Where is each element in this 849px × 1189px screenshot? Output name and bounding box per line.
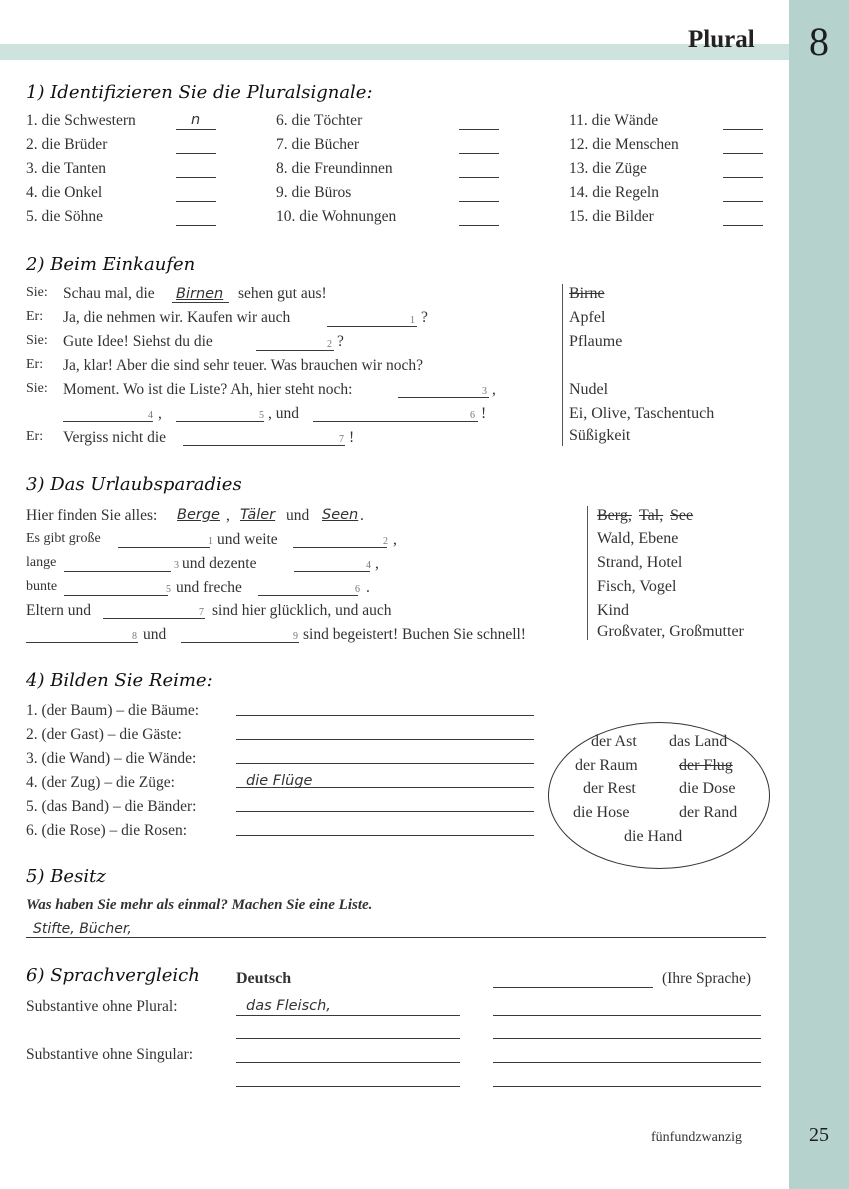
s1-item-1: 1. die Schwestern [26, 112, 136, 129]
s2-answer-birnen: Birnen [176, 286, 224, 302]
s5-answer: Stifte, Bücher, [33, 921, 132, 937]
s3-num-3: 3 [174, 560, 179, 571]
s3-box-crossed-0: Berg, [597, 507, 632, 524]
s3-line2-mid: und weite [217, 531, 278, 548]
s2-blank-5[interactable] [176, 421, 264, 422]
s4-answer-line-2[interactable] [236, 739, 534, 740]
s1-item-4: 4. die Onkel [26, 184, 103, 201]
s2-line3-end: ? [337, 333, 344, 350]
s3-line6-und: und [143, 626, 167, 643]
s3-answer-berge: Berge [177, 507, 220, 523]
s2-box-word-5: Süßigkeit [569, 427, 631, 444]
s1-blank-8[interactable] [459, 177, 499, 178]
s1-item-10: 10. die Wohnungen [276, 208, 397, 225]
s1-item-2: 2. die Brüder [26, 136, 108, 153]
s1-blank-1[interactable] [176, 129, 216, 130]
s6-row-no-plural: Substantive ohne Plural: [26, 998, 178, 1015]
s5-heading: 5) Besitz [26, 866, 106, 887]
s5-answer-line[interactable] [26, 937, 766, 938]
s1-blank-9[interactable] [459, 201, 499, 202]
s3-box-word-4: Großvater, Großmutter [597, 623, 744, 640]
s4-answer-fluege: die Flüge [246, 773, 313, 789]
s3-num-9: 9 [293, 631, 298, 642]
footer-word: fünfundzwanzig [651, 1130, 742, 1145]
oval-word-5: die Dose [679, 780, 736, 797]
s2-num-1: 1 [410, 315, 415, 326]
oval-word-1: das Land [669, 733, 728, 750]
s1-blank-5[interactable] [176, 225, 216, 226]
oval-word-4: der Rest [583, 780, 636, 797]
s4-answer-line-5[interactable] [236, 811, 534, 812]
chapter-number: 8 [809, 19, 829, 64]
s3-blank-9[interactable] [181, 642, 299, 643]
s4-item-6: 6. (die Rose) – die Rosen: [26, 822, 188, 839]
s1-blank-3[interactable] [176, 177, 216, 178]
s6-de-line-1[interactable] [236, 1015, 460, 1016]
s1-item-8: 8. die Freundinnen [276, 160, 393, 177]
s4-item-3: 3. (die Wand) – die Wände: [26, 750, 197, 767]
s3-num-6: 6 [355, 584, 360, 595]
s3-blank-3[interactable] [64, 571, 171, 572]
s3-box-word-3: Kind [597, 602, 629, 619]
s3-heading: 3) Das Urlaubsparadies [26, 474, 242, 495]
s3-line1-comma: , [226, 507, 230, 524]
s3-line4-text: bunte [26, 579, 58, 594]
s6-own-line-1[interactable] [493, 1015, 761, 1016]
s2-line5-end: , [492, 381, 496, 398]
s3-blank-1[interactable] [118, 547, 210, 548]
s2-box-word-3: Nudel [569, 381, 609, 398]
s2-blank-6[interactable] [313, 421, 478, 422]
oval-word-8: die Hand [624, 828, 683, 845]
s3-num-4: 4 [366, 560, 371, 571]
s2-line1-text: Schau mal, die [63, 285, 155, 302]
s1-blank-15[interactable] [723, 225, 763, 226]
s1-item-14: 14. die Regeln [569, 184, 659, 201]
s1-item-3: 3. die Tanten [26, 160, 106, 177]
s1-item-12: 12. die Menschen [569, 136, 679, 153]
s4-answer-line-3[interactable] [236, 763, 534, 764]
s6-de-line-3[interactable] [236, 1062, 460, 1063]
s4-item-1: 1. (der Baum) – die Bäume: [26, 702, 200, 719]
s1-answer-1: n [191, 112, 201, 128]
s3-blank-8[interactable] [26, 642, 138, 643]
s2-num-3: 3 [482, 386, 487, 397]
s2-line1-end: sehen gut aus! [238, 285, 327, 302]
s2-blank-3[interactable] [398, 397, 489, 398]
s3-box-crossed-1: Tal, [639, 507, 664, 524]
s3-line6-end: sind begeistert! Buchen Sie schnell! [303, 626, 526, 643]
s3-blank-5[interactable] [64, 595, 168, 596]
s2-line3-text: Gute Idee! Siehst du die [63, 333, 213, 350]
s2-num-5: 5 [259, 410, 264, 421]
s1-item-15: 15. die Bilder [569, 208, 654, 225]
s2-speaker-5: Sie: [26, 381, 48, 396]
s3-num-2: 2 [383, 536, 388, 547]
s3-num-7: 7 [199, 607, 204, 618]
s1-item-13: 13. die Züge [569, 160, 647, 177]
s2-speaker-1: Sie: [26, 285, 48, 300]
s2-line7-text: Vergiss nicht die [63, 429, 167, 446]
s2-blank-1[interactable] [327, 326, 417, 327]
s2-line6-end: ! [481, 405, 487, 422]
oval-word-0: der Ast [591, 733, 637, 750]
s6-de-line-4[interactable] [236, 1086, 460, 1087]
s5-instruction: Was haben Sie mehr als einmal? Machen Sie eine Liste. [26, 897, 373, 913]
s3-box-divider [587, 506, 588, 640]
s1-heading: 1) Identifizieren Sie die Pluralsignale: [26, 82, 373, 103]
s1-item-5: 5. die Söhne [26, 208, 104, 225]
s3-blank-7[interactable] [103, 618, 205, 619]
s3-box-word-1: Strand, Hotel [597, 554, 683, 571]
s4-answer-line-1[interactable] [236, 715, 534, 716]
s1-item-7: 7. die Bücher [276, 136, 360, 153]
s1-blank-7[interactable] [459, 153, 499, 154]
s3-line5-text: Eltern und [26, 602, 91, 619]
s1-blank-4[interactable] [176, 201, 216, 202]
s2-blank-4[interactable] [63, 421, 153, 422]
s6-de-line-2[interactable] [236, 1038, 460, 1039]
s3-line3-end: , [375, 555, 379, 572]
s3-line2-text: Es gibt große [26, 531, 101, 546]
s4-item-5: 5. (das Band) – die Bänder: [26, 798, 197, 815]
s2-num-4: 4 [148, 410, 153, 421]
s6-own-line-3[interactable] [493, 1062, 761, 1063]
s3-blank-2[interactable] [293, 547, 387, 548]
s6-row-no-singular: Substantive ohne Singular: [26, 1046, 194, 1063]
s1-blank-6[interactable] [459, 129, 499, 130]
s3-line3-text: lange [26, 555, 57, 570]
s1-blank-2[interactable] [176, 153, 216, 154]
page-number: 25 [809, 1124, 829, 1146]
s6-own-line-4[interactable] [493, 1086, 761, 1087]
s3-box-word-0: Wald, Ebene [597, 530, 679, 547]
page-title: Plural [688, 26, 755, 53]
s3-line3-mid: und dezente [182, 555, 257, 572]
s2-line2-end: ? [421, 309, 428, 326]
s4-answer-line-6[interactable] [236, 835, 534, 836]
s1-blank-12[interactable] [723, 153, 763, 154]
s6-answer-fleisch: das Fleisch, [246, 998, 331, 1014]
s1-blank-11[interactable] [723, 129, 763, 130]
s2-speaker-3: Sie: [26, 333, 48, 348]
s3-answer-taeler: Täler [240, 507, 276, 523]
s2-line5-text: Moment. Wo ist die Liste? Ah, hier steht noch: [63, 381, 353, 398]
s3-num-5: 5 [166, 584, 171, 595]
s3-answer-seen: Seen [322, 507, 359, 523]
s2-num-7: 7 [339, 434, 344, 445]
s6-own-line-2[interactable] [493, 1038, 761, 1039]
s3-line2-end: , [393, 531, 397, 548]
s6-col-own-language: (Ihre Sprache) [662, 970, 752, 987]
s2-heading: 2) Beim Einkaufen [26, 254, 196, 275]
s2-speaker-6: Er: [26, 429, 44, 444]
s3-line4-end: . [366, 579, 370, 596]
s2-blank-0 [172, 302, 229, 303]
s2-speaker-2: Er: [26, 309, 44, 324]
s2-box-divider [562, 284, 563, 446]
s2-speaker-4: Er: [26, 357, 44, 372]
oval-word-7: der Rand [679, 804, 738, 821]
s3-num-8: 8 [132, 631, 137, 642]
s3-box-word-2: Fisch, Vogel [597, 578, 677, 595]
s1-blank-10[interactable] [459, 225, 499, 226]
s2-line6-comma: , [158, 405, 162, 422]
s6-col-deutsch: Deutsch [236, 970, 292, 987]
s2-box-word-0: Birne [569, 285, 605, 302]
s3-line1-text: Hier finden Sie alles: [26, 507, 158, 524]
oval-word-3: der Flug [679, 757, 733, 774]
s3-line5-end: sind hier glücklich, und auch [212, 602, 392, 619]
s1-item-9: 9. die Büros [276, 184, 352, 201]
s6-language-blank[interactable] [493, 987, 653, 988]
rhyme-word-oval [548, 722, 770, 869]
s2-line6-und: , und [268, 405, 299, 422]
s3-line1-und: und [286, 507, 310, 524]
header-band [0, 44, 789, 60]
s2-num-2: 2 [327, 339, 332, 350]
s3-line4-mid: und freche [176, 579, 242, 596]
s1-blank-13[interactable] [723, 177, 763, 178]
s3-blank-6[interactable] [258, 595, 358, 596]
s1-item-6: 6. die Töchter [276, 112, 363, 129]
s2-box-word-4: Ei, Olive, Taschentuch [569, 405, 715, 422]
s2-line2-text: Ja, die nehmen wir. Kaufen wir auch [63, 309, 291, 326]
oval-word-6: die Hose [573, 804, 630, 821]
s3-num-1: 1 [208, 536, 213, 547]
s2-line7-end: ! [349, 429, 355, 446]
s2-box-word-1: Apfel [569, 309, 606, 326]
s1-blank-14[interactable] [723, 201, 763, 202]
s4-item-2: 2. (der Gast) – die Gäste: [26, 726, 182, 743]
s6-heading: 6) Sprachvergleich [26, 965, 200, 986]
s3-blank-4[interactable] [294, 571, 370, 572]
s1-item-11: 11. die Wände [569, 112, 659, 129]
s3-box-crossed-2: See [670, 507, 694, 524]
s2-num-6: 6 [470, 410, 475, 421]
s2-blank-7[interactable] [183, 445, 345, 446]
s2-box-word-2: Pflaume [569, 333, 623, 350]
s3-line1-dot: . [360, 507, 364, 524]
s2-blank-2[interactable] [256, 350, 334, 351]
s4-item-4: 4. (der Zug) – die Züge: [26, 774, 175, 791]
chapter-sidebar [789, 0, 849, 1189]
oval-word-2: der Raum [575, 757, 638, 774]
s2-line4-text: Ja, klar! Aber die sind sehr teuer. Was brauchen wir noch? [63, 357, 424, 374]
s4-heading: 4) Bilden Sie Reime: [26, 670, 213, 691]
